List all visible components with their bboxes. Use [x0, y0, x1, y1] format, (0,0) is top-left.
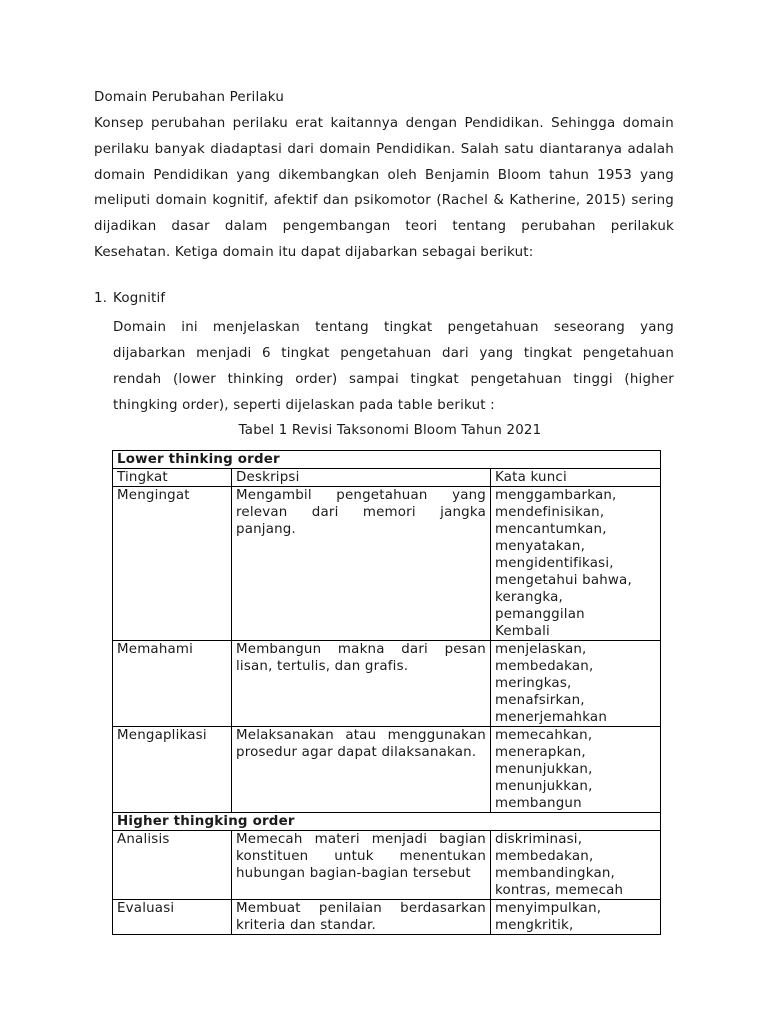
keywords-cell: [491, 727, 661, 813]
keyword: membandingkan,: [495, 866, 615, 881]
keyword: Kembali: [495, 624, 550, 639]
keywords-cell: [491, 831, 661, 900]
table-row: [113, 641, 661, 727]
intro-paragraph: Konsep perubahan perilaku erat kaitannya dengan Pendidikan. Sehingga domain perilaku banyak diadaptasi dari domain Pendidikan. Salah satu diantaranya adalah domain Pendidikan yang dikembangkan oleh Benjamin Bloom tahun 1953 yang meliputi domain kognitif, afektif dan psikomotor (Rachel & Katherine, 2015) sering dijadikan dasar dalam pengembangan teori tentang perubahan perilakuk Kesehatan. Ketiga domain itu dapat dijabarkan sebagai berikut:: [94, 116, 674, 260]
keywords-cell: [491, 641, 661, 727]
description-cell: Melaksanakan atau menggunakan prosedur agar dapat dilaksanakan.: [232, 727, 491, 813]
table-row: [113, 727, 661, 813]
level-cell: Mengaplikasi: [113, 727, 232, 813]
column-header: Tingkat: [113, 469, 232, 487]
keyword: membedakan,: [495, 659, 594, 674]
description-cell: Mengambil pengetahuan yang relevan dari memori jangka panjang.: [232, 487, 491, 641]
keyword: menjelaskan,: [495, 642, 587, 657]
keyword: mengkritik,: [495, 918, 574, 933]
list-item-title: Kognitif: [113, 291, 166, 306]
section-heading: Domain Perubahan Perilaku: [94, 90, 285, 105]
keyword: menerjemahkan: [495, 710, 608, 725]
keyword: menunjukkan,: [495, 762, 593, 777]
keyword: memecahkan,: [495, 728, 593, 743]
keyword: mengidentifikasi,: [495, 556, 614, 571]
keyword: kerangka,: [495, 590, 563, 605]
keyword: mengetahui bahwa,: [495, 573, 632, 588]
description-cell: Membuat penilaian berdasarkan kriteria dan standar.: [232, 900, 491, 935]
column-header: Kata kunci: [491, 469, 661, 487]
keyword: mendefinisikan,: [495, 505, 605, 520]
table-row: [113, 831, 661, 900]
keywords-cell: [491, 487, 661, 641]
bloom-taxonomy-table: [112, 450, 661, 935]
description-cell: Membangun makna dari pesan lisan, tertulis, dan grafis.: [232, 641, 491, 727]
keyword: menggambarkan,: [495, 488, 617, 503]
list-number: 1.: [94, 291, 108, 306]
lower-order-header: Lower thinking order: [113, 451, 661, 469]
keyword: membangun: [495, 796, 582, 811]
keyword: membedakan,: [495, 849, 594, 864]
level-cell: Evaluasi: [113, 900, 232, 935]
higher-order-header: Higher thingking order: [113, 813, 661, 831]
table-caption: Tabel 1 Revisi Taksonomi Bloom Tahun 2021: [238, 423, 542, 438]
level-cell: Memahami: [113, 641, 232, 727]
description-cell: Memecah materi menjadi bagian konstituen untuk menentukan hubungan bagian-bagian tersebut: [232, 831, 491, 900]
keyword: menerapkan,: [495, 745, 586, 760]
keyword: diskriminasi,: [495, 832, 583, 847]
keyword: kontras, memecah: [495, 883, 624, 898]
keyword: menyimpulkan,: [495, 901, 602, 916]
table-row: [113, 900, 661, 935]
column-header-row: [113, 469, 661, 487]
keyword: pemanggilan: [495, 607, 585, 622]
column-header: Deskripsi: [232, 469, 491, 487]
keyword: mencantumkan,: [495, 522, 607, 537]
keywords-cell: [491, 900, 661, 935]
higher-order-header-row: [113, 813, 661, 831]
keyword: menyatakan,: [495, 539, 586, 554]
level-cell: Mengingat: [113, 487, 232, 641]
level-cell: Analisis: [113, 831, 232, 900]
lower-order-header-row: [113, 451, 661, 469]
table-row: [113, 487, 661, 641]
list-item-paragraph: Domain ini menjelaskan tentang tingkat pengetahuan seseorang yang dijabarkan menjadi 6 tingkat pengetahuan dari yang tingkat pengetahuan rendah (lower thinking order) sampai tingkat pengetahuan tinggi (higher thingking order), seperti dijelaskan pada table berikut :: [113, 320, 674, 413]
keyword: menunjukkan,: [495, 779, 593, 794]
keyword: meringkas,: [495, 676, 572, 691]
keyword: menafsirkan,: [495, 693, 585, 708]
